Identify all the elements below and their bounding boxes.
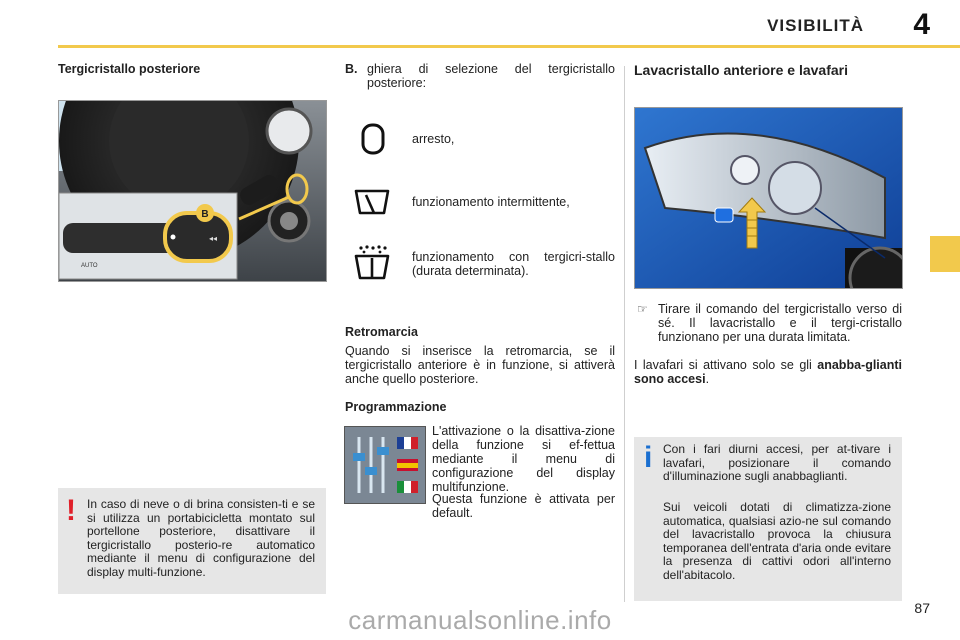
headlamp-photo: [634, 107, 903, 289]
bullet-text: Tirare il comando del tergicristallo verso di sé. Il lavacristallo e il tergi-cristallo funzionano per una durata limitata.: [658, 302, 902, 344]
chapter-title: VISIBILITÀ: [767, 16, 864, 35]
warning-icon: !: [66, 494, 76, 527]
watermark-text: carmanualsonline.info: [348, 605, 612, 635]
wiper-stalk-photo: [58, 100, 327, 282]
warning-box: [58, 488, 326, 594]
info-text-2: Sui veicoli dotati di climatizza-zione automatica, qualsiasi azio-ne sul comando del lavacristallo provoca la chiusura temporanea dell'entrata d'aria onde evitare la presenza di cattivi odori all'interno dell'abitacolo.: [663, 500, 891, 582]
info-text-1: Con i fari diurni accesi, per at-tivare i lavafari, posizionare il comando d'illuminazione sugli anabbaglianti.: [663, 442, 891, 484]
info-icon: i: [644, 441, 653, 474]
left-heading: Tergicristallo posteriore: [58, 62, 201, 76]
photo-callout-b: B: [201, 209, 209, 220]
note-suffix: .: [705, 372, 710, 386]
mode-stop-text: arresto,: [412, 132, 455, 146]
right-heading: Lavacristallo anteriore e lavafari: [634, 62, 848, 78]
prog-text-1: L'attivazione o la disattiva-zione della funzione si ef-fettua mediante il menu di configurazione del display multifunzione.: [432, 424, 615, 494]
warning-text: In caso di neve o di brina consisten-ti e se si utilizza un portabicicletta montato sul portellone posteriore, disattivare il tergicristallo posterio-re automatico mediante il menu di configurazione del display multi-funzione.: [87, 497, 315, 579]
prog-heading: Programmazione: [345, 400, 447, 414]
wiper-stop-icon: [358, 122, 388, 156]
wiper-stalk-illustration: [59, 101, 326, 281]
headlamp-illustration: [635, 108, 902, 288]
mode-washer-text: funzionamento con tergicri-stallo (durata determinata).: [412, 250, 615, 278]
note-prefix: I lavafari si attivano solo se gli: [634, 358, 818, 372]
wiper-washer-icon: [352, 244, 392, 284]
prog-text-2: Questa funzione è attivata per default.: [432, 492, 615, 520]
chapter-side-tab: [930, 236, 960, 272]
wiper-intermittent-icon: [352, 185, 392, 219]
column-divider: [624, 66, 625, 602]
page-number: 87: [914, 600, 930, 616]
svg-text:◂◂: ◂◂: [209, 234, 218, 243]
mode-intermittent-text: funzionamento intermittente,: [412, 195, 570, 209]
retro-text: Quando si inserisce la retromarcia, se il tergicristallo anteriore è in funzione, si attiverà anche quello posteriore.: [345, 344, 615, 386]
svg-text:AUTO: AUTO: [81, 263, 98, 269]
note-bold: anabba-glianti sono accesi: [634, 358, 902, 386]
b-label: B.: [345, 62, 358, 76]
chapter-number: 4: [913, 8, 930, 41]
retro-heading: Retromarcia: [345, 325, 418, 339]
headlamp-washer-note: [634, 358, 902, 386]
footer-watermark: [0, 600, 960, 640]
header-rule: [58, 45, 960, 48]
bullet-hand-icon: ☞: [637, 302, 648, 316]
config-menu-thumbnail: [344, 426, 426, 504]
info-box: [634, 437, 902, 601]
b-description: ghiera di selezione del tergicristallo posteriore:: [367, 62, 615, 90]
